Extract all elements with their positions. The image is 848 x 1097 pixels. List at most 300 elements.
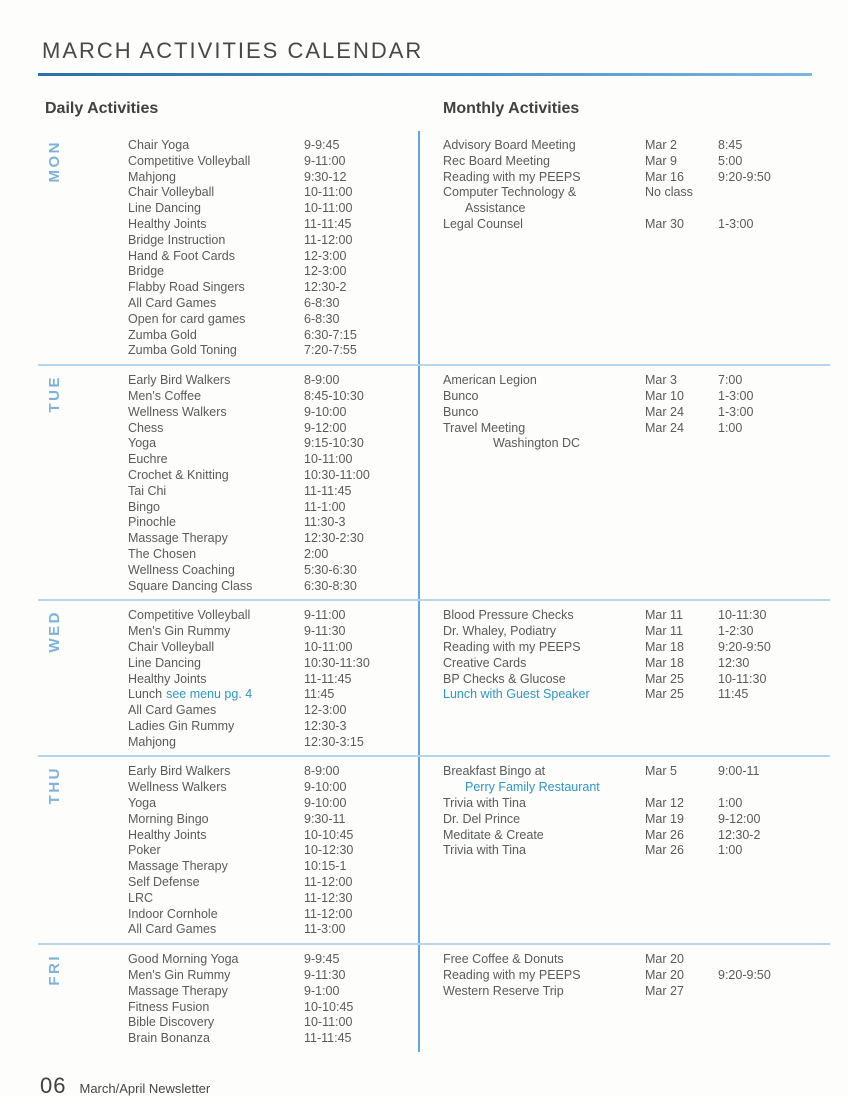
activity-row [128, 531, 418, 547]
monthly-row [443, 154, 830, 170]
daily-list-thu [128, 764, 418, 938]
activity-time: 9-10:00 [304, 780, 347, 795]
activity-time: 9:30-11 [304, 811, 346, 826]
activity-row [128, 452, 418, 468]
day-label-column [38, 138, 128, 359]
monthly-event-name [443, 608, 645, 624]
activity-row [128, 217, 418, 233]
monthly-event-name [443, 185, 645, 217]
monthly-row [443, 624, 830, 640]
activity-row [128, 405, 418, 421]
activity-name [128, 891, 304, 907]
activity-time: 10:15-1 [304, 859, 347, 874]
activity-name [128, 452, 304, 468]
activity-name [128, 608, 304, 624]
activity-name [128, 421, 304, 437]
activity-time: 10:30-11:00 [304, 467, 370, 482]
monthly-event-title: Western Reserve Trip [443, 983, 564, 998]
activity-name [128, 796, 304, 812]
monthly-event-date: Mar 27 [645, 983, 684, 998]
monthly-event-title: Meditate & Create [443, 827, 544, 842]
monthly-event-name [443, 170, 645, 186]
daily-activities-header: Daily Activities [45, 100, 159, 117]
activity-name-text: Self Defense [128, 875, 200, 890]
monthly-event-date: Mar 25 [645, 687, 684, 702]
activity-name-text: Competitive Volleyball [128, 153, 251, 168]
monthly-event-date: Mar 26 [645, 827, 684, 842]
activity-time: 12:30-2 [304, 280, 347, 295]
monthly-event-title: Rec Board Meeting [443, 153, 551, 168]
activity-time: 11:30-3 [304, 515, 346, 530]
activity-name-text: Ladies Gin Rummy [128, 718, 235, 733]
activity-row [128, 201, 418, 217]
day-row-fri [38, 943, 830, 1052]
activity-name [128, 843, 304, 859]
activity-name-text: Early Bird Walkers [128, 373, 231, 388]
monthly-event-date: Mar 12 [645, 796, 684, 811]
monthly-row [443, 389, 830, 405]
activity-time: 9-9:45 [304, 952, 340, 967]
monthly-event-title: Dr. Whaley, Podiatry [443, 624, 557, 639]
calendar-grid [38, 131, 830, 1052]
activity-time: 11-11:45 [304, 1031, 352, 1046]
monthly-event-name [443, 796, 645, 812]
activity-name-text: LRC [128, 890, 154, 905]
activity-time: 10-12:30 [304, 843, 354, 858]
monthly-event-date: Mar 30 [645, 216, 684, 231]
monthly-event-time: 12:30 [718, 655, 750, 670]
activity-time: 11-11:45 [304, 671, 352, 686]
activity-name [128, 185, 304, 201]
activity-row [128, 343, 418, 359]
monthly-event-date: Mar 19 [645, 811, 684, 826]
activity-time: 10-11:00 [304, 639, 353, 654]
activity-name [128, 264, 304, 280]
activity-name-text: Chair Yoga [128, 138, 190, 152]
monthly-event-date: Mar 25 [645, 671, 684, 686]
activity-row [128, 264, 418, 280]
activity-name-text: Bible Discovery [128, 1015, 215, 1030]
monthly-event-title: Dr. Del Prince [443, 811, 521, 826]
monthly-event-time: 5:00 [718, 153, 743, 168]
activity-row [128, 1015, 418, 1031]
monthly-event-title: Reading with my PEEPS [443, 968, 581, 983]
activity-row [128, 859, 418, 875]
daily-list-mon [128, 138, 418, 359]
monthly-row [443, 373, 830, 389]
activity-row [128, 249, 418, 265]
activity-name-text: Crochet & Knitting [128, 467, 229, 482]
activity-name-text: Chair Volleyball [128, 185, 215, 200]
activity-name [128, 531, 304, 547]
monthly-event-title: Legal Counsel [443, 216, 523, 231]
activity-name-text: All Card Games [128, 922, 217, 937]
activity-name-text: Good Morning Yoga [128, 952, 239, 967]
activity-time: 12-3:00 [304, 264, 347, 279]
activity-name [128, 312, 304, 328]
activity-name-text: All Card Games [128, 295, 217, 310]
activity-name-text: Line Dancing [128, 201, 201, 216]
activity-time: 12:30-3:15 [304, 734, 364, 749]
activity-row [128, 843, 418, 859]
monthly-event-title: Lunch with Guest Speaker [443, 687, 590, 702]
monthly-event-date: No class [645, 185, 693, 200]
activity-row [128, 563, 418, 579]
activity-time: 11-12:30 [304, 890, 353, 905]
day-label-wed: WED [46, 610, 63, 653]
activity-row [128, 138, 418, 154]
activity-name [128, 672, 304, 688]
activity-row [128, 421, 418, 437]
activity-row [128, 233, 418, 249]
monthly-event-time: 9:20-9:50 [718, 169, 771, 184]
monthly-row [443, 421, 830, 453]
monthly-cell-mon [418, 131, 830, 364]
monthly-row [443, 640, 830, 656]
monthly-event-name [443, 421, 645, 453]
monthly-cell-thu [418, 757, 830, 943]
activity-time: 10-10:45 [304, 827, 354, 842]
activity-name [128, 468, 304, 484]
activity-row [128, 719, 418, 735]
activity-name-text: Flabby Road Singers [128, 280, 245, 295]
activity-name-text: Healthy Joints [128, 671, 207, 686]
activity-name-text: Zumba Gold Toning [128, 343, 237, 358]
activity-row [128, 907, 418, 923]
activity-link: see menu pg. 4 [166, 687, 253, 702]
activity-name-text: Bridge Instruction [128, 232, 226, 247]
monthly-event-date: Mar 5 [645, 764, 677, 779]
activity-name [128, 1015, 304, 1031]
monthly-event-time: 1:00 [718, 843, 743, 858]
monthly-row [443, 828, 830, 844]
activity-name [128, 780, 304, 796]
monthly-event-date: Mar 26 [645, 843, 684, 858]
activity-time: 11-11:45 [304, 483, 352, 498]
activity-row [128, 515, 418, 531]
activity-name [128, 436, 304, 452]
activity-row [128, 984, 418, 1000]
monthly-event-title: Trivia with Tina [443, 843, 526, 858]
activity-row [128, 875, 418, 891]
monthly-event-name [443, 843, 645, 859]
activity-name [128, 563, 304, 579]
page-footer [38, 1073, 830, 1097]
activity-time: 9-10:00 [304, 404, 347, 419]
activity-name-text: The Chosen [128, 546, 197, 561]
activity-row [128, 735, 418, 751]
activity-row [128, 1000, 418, 1016]
daily-cell-tue [38, 366, 418, 599]
activity-time: 10-11:00 [304, 1015, 353, 1030]
monthly-event-name [443, 764, 645, 796]
monthly-event-title: BP Checks & Glucose [443, 671, 566, 686]
monthly-event-date: Mar 18 [645, 655, 684, 670]
monthly-event-title: Trivia with Tina [443, 796, 526, 811]
monthly-event-time: 1:00 [718, 796, 743, 811]
activity-name [128, 828, 304, 844]
monthly-row [443, 843, 830, 859]
activity-name-text: Tai Chi [128, 483, 167, 498]
activity-time: 9-10:00 [304, 796, 347, 811]
activity-time: 10-11:00 [304, 201, 353, 216]
activity-time: 11:45 [304, 687, 335, 702]
activity-time: 10-11:00 [304, 452, 353, 467]
activity-time: 6:30-8:30 [304, 578, 357, 593]
activity-name [128, 201, 304, 217]
monthly-event-date: Mar 20 [645, 952, 684, 967]
monthly-event-title: Blood Pressure Checks [443, 608, 574, 623]
day-label-column [38, 952, 128, 1047]
monthly-event-name [443, 624, 645, 640]
activity-row [128, 154, 418, 170]
activity-name [128, 484, 304, 500]
monthly-event-time: 1-2:30 [718, 624, 754, 639]
monthly-activities-header: Monthly Activities [443, 100, 580, 117]
daily-list-tue [128, 373, 418, 594]
monthly-event-title: Advisory Board Meeting [443, 138, 576, 152]
monthly-event-name [443, 138, 645, 154]
monthly-event-name [443, 154, 645, 170]
activity-time: 10-11:00 [304, 185, 353, 200]
activity-time: 9:15-10:30 [304, 436, 364, 451]
activity-time: 9-12:00 [304, 420, 347, 435]
daily-cell-mon [38, 131, 418, 364]
activity-name-text: Mahjong [128, 169, 176, 184]
activity-name [128, 687, 304, 703]
monthly-event-name [443, 656, 645, 672]
monthly-row [443, 138, 830, 154]
activity-row [128, 656, 418, 672]
activity-name [128, 328, 304, 344]
activity-name-text: Men's Coffee [128, 388, 202, 403]
activity-name-text: Early Bird Walkers [128, 764, 231, 779]
monthly-event-date: Mar 20 [645, 968, 684, 983]
monthly-event-date: Mar 2 [645, 138, 677, 152]
activity-row [128, 1031, 418, 1047]
activity-name-text: Euchre [128, 452, 168, 467]
monthly-event-name [443, 687, 645, 703]
activity-name-text: Healthy Joints [128, 216, 207, 231]
monthly-event-date: Mar 9 [645, 153, 677, 168]
activity-name-text: Competitive Volleyball [128, 608, 251, 623]
monthly-event-title: Free Coffee & Donuts [443, 952, 564, 967]
activity-name [128, 764, 304, 780]
monthly-event-date: Mar 11 [645, 624, 683, 639]
activity-row [128, 185, 418, 201]
monthly-event-title: Reading with my PEEPS [443, 639, 581, 654]
activity-name [128, 280, 304, 296]
daily-list-wed [128, 608, 418, 750]
activity-row [128, 436, 418, 452]
activity-row [128, 312, 418, 328]
activity-time: 12:30-2:30 [304, 531, 364, 546]
activity-name [128, 579, 304, 595]
activity-name-text: Men's Gin Rummy [128, 968, 231, 983]
activity-time: 12:30-3 [304, 718, 347, 733]
monthly-event-time: 9:00-11 [718, 764, 760, 779]
activity-name [128, 138, 304, 154]
monthly-event-time: 7:00 [718, 373, 743, 388]
activity-row [128, 640, 418, 656]
monthly-event-title: American Legion [443, 373, 537, 388]
monthly-event-time: 8:45 [718, 138, 743, 152]
activity-name [128, 515, 304, 531]
activity-name-text: Square Dancing Class [128, 578, 253, 593]
activity-name [128, 952, 304, 968]
page-title: MARCH ACTIVITIES CALENDAR [42, 38, 424, 63]
monthly-row [443, 952, 830, 968]
monthly-event-time: 1-3:00 [718, 404, 754, 419]
activity-name [128, 1000, 304, 1016]
activity-time: 12-3:00 [304, 703, 347, 718]
monthly-event-name [443, 984, 645, 1000]
monthly-event-name [443, 405, 645, 421]
activity-name [128, 968, 304, 984]
monthly-cell-fri [418, 945, 830, 1052]
monthly-event-time: 1:00 [718, 420, 743, 435]
day-label-mon: MON [46, 140, 63, 183]
monthly-event-name [443, 672, 645, 688]
day-row-mon [38, 131, 830, 364]
activity-name-text: Brain Bonanza [128, 1031, 211, 1046]
monthly-event-date: Mar 16 [645, 169, 684, 184]
monthly-event-time: 9:20-9:50 [718, 639, 771, 654]
day-row-tue [38, 364, 830, 599]
footer-newsletter-label: March/April Newsletter [79, 1081, 211, 1097]
monthly-row [443, 984, 830, 1000]
activity-name-text: Zumba Gold [128, 327, 197, 342]
activity-name-text: Pinochle [128, 515, 176, 530]
monthly-row [443, 608, 830, 624]
activity-name [128, 875, 304, 891]
monthly-row [443, 968, 830, 984]
activity-row [128, 296, 418, 312]
activity-name [128, 405, 304, 421]
monthly-event-date: Mar 11 [645, 608, 683, 623]
activity-name-text: All Card Games [128, 703, 217, 718]
day-label-fri: FRI [46, 954, 63, 986]
activity-name-text: Bridge [128, 264, 165, 279]
activity-name-text: Mahjong [128, 734, 176, 749]
activity-name [128, 703, 304, 719]
activity-time: 9-11:00 [304, 153, 346, 168]
activity-name-text: Men's Gin Rummy [128, 624, 231, 639]
activity-time: 9-11:30 [304, 968, 346, 983]
activity-time: 11-1:00 [304, 499, 346, 514]
monthly-event-name [443, 217, 645, 233]
monthly-event-name [443, 640, 645, 656]
title-underline-rule [38, 73, 812, 76]
monthly-row [443, 687, 830, 703]
activity-row [128, 280, 418, 296]
monthly-row [443, 656, 830, 672]
monthly-event-name [443, 952, 645, 968]
activity-name [128, 656, 304, 672]
activity-name [128, 343, 304, 359]
monthly-row [443, 812, 830, 828]
activity-time: 11-12:00 [304, 906, 353, 921]
activity-row [128, 796, 418, 812]
monthly-row [443, 217, 830, 233]
activity-name [128, 500, 304, 516]
monthly-event-subtitle: Perry Family Restaurant [465, 780, 600, 795]
monthly-event-date: Mar 24 [645, 404, 684, 419]
activity-time: 8-9:00 [304, 373, 340, 388]
day-label-tue: TUE [46, 375, 63, 413]
activity-row [128, 468, 418, 484]
activity-name [128, 389, 304, 405]
monthly-event-time: 11:45 [718, 687, 749, 702]
activity-name [128, 624, 304, 640]
activity-row [128, 703, 418, 719]
monthly-row [443, 672, 830, 688]
day-label-column [38, 764, 128, 938]
activity-name-text: Chess [128, 420, 164, 435]
activity-name [128, 907, 304, 923]
activity-time: 11-12:00 [304, 232, 353, 247]
monthly-event-title: Bunco [443, 404, 479, 419]
activity-name-text: Chair Volleyball [128, 639, 215, 654]
activity-time: 5:30-6:30 [304, 562, 357, 577]
activity-name-text: Wellness Walkers [128, 780, 227, 795]
activity-name [128, 719, 304, 735]
daily-cell-wed [38, 601, 418, 755]
activity-name [128, 812, 304, 828]
activity-time: 6-8:30 [304, 311, 340, 326]
activity-name [128, 217, 304, 233]
column-headers [38, 100, 830, 118]
monthly-event-name [443, 968, 645, 984]
monthly-event-title: Breakfast Bingo at [443, 764, 546, 779]
activity-name-text: Yoga [128, 436, 157, 451]
activity-row [128, 579, 418, 595]
activity-name-text: Fitness Fusion [128, 999, 210, 1014]
monthly-event-date: Mar 18 [645, 639, 684, 654]
activity-name-text: Wellness Coaching [128, 562, 235, 577]
activity-time: 12-3:00 [304, 248, 347, 263]
day-row-wed [38, 599, 830, 755]
day-row-thu [38, 755, 830, 943]
activity-name [128, 296, 304, 312]
day-label-thu: THU [46, 766, 63, 805]
monthly-event-date: Mar 10 [645, 388, 684, 403]
activity-name-text: Massage Therapy [128, 859, 228, 874]
activity-time: 9-11:30 [304, 624, 346, 639]
activity-name [128, 984, 304, 1000]
activity-name-text: Morning Bingo [128, 811, 209, 826]
activity-time: 11-12:00 [304, 875, 353, 890]
activity-time: 6-8:30 [304, 295, 340, 310]
monthly-event-time: 12:30-2 [718, 827, 761, 842]
monthly-cell-wed [418, 601, 830, 755]
activity-row [128, 968, 418, 984]
activity-name [128, 859, 304, 875]
activity-name [128, 735, 304, 751]
monthly-event-time: 10-11:30 [718, 671, 767, 686]
monthly-event-name [443, 828, 645, 844]
activity-name-text: Open for card games [128, 311, 246, 326]
daily-list-fri [128, 952, 418, 1047]
activity-time: 10-10:45 [304, 999, 354, 1014]
activity-row [128, 828, 418, 844]
monthly-row [443, 796, 830, 812]
activity-name-text: Yoga [128, 796, 157, 811]
monthly-row [443, 764, 830, 796]
activity-row [128, 608, 418, 624]
activity-name [128, 154, 304, 170]
activity-name-text: Indoor Cornhole [128, 906, 218, 921]
